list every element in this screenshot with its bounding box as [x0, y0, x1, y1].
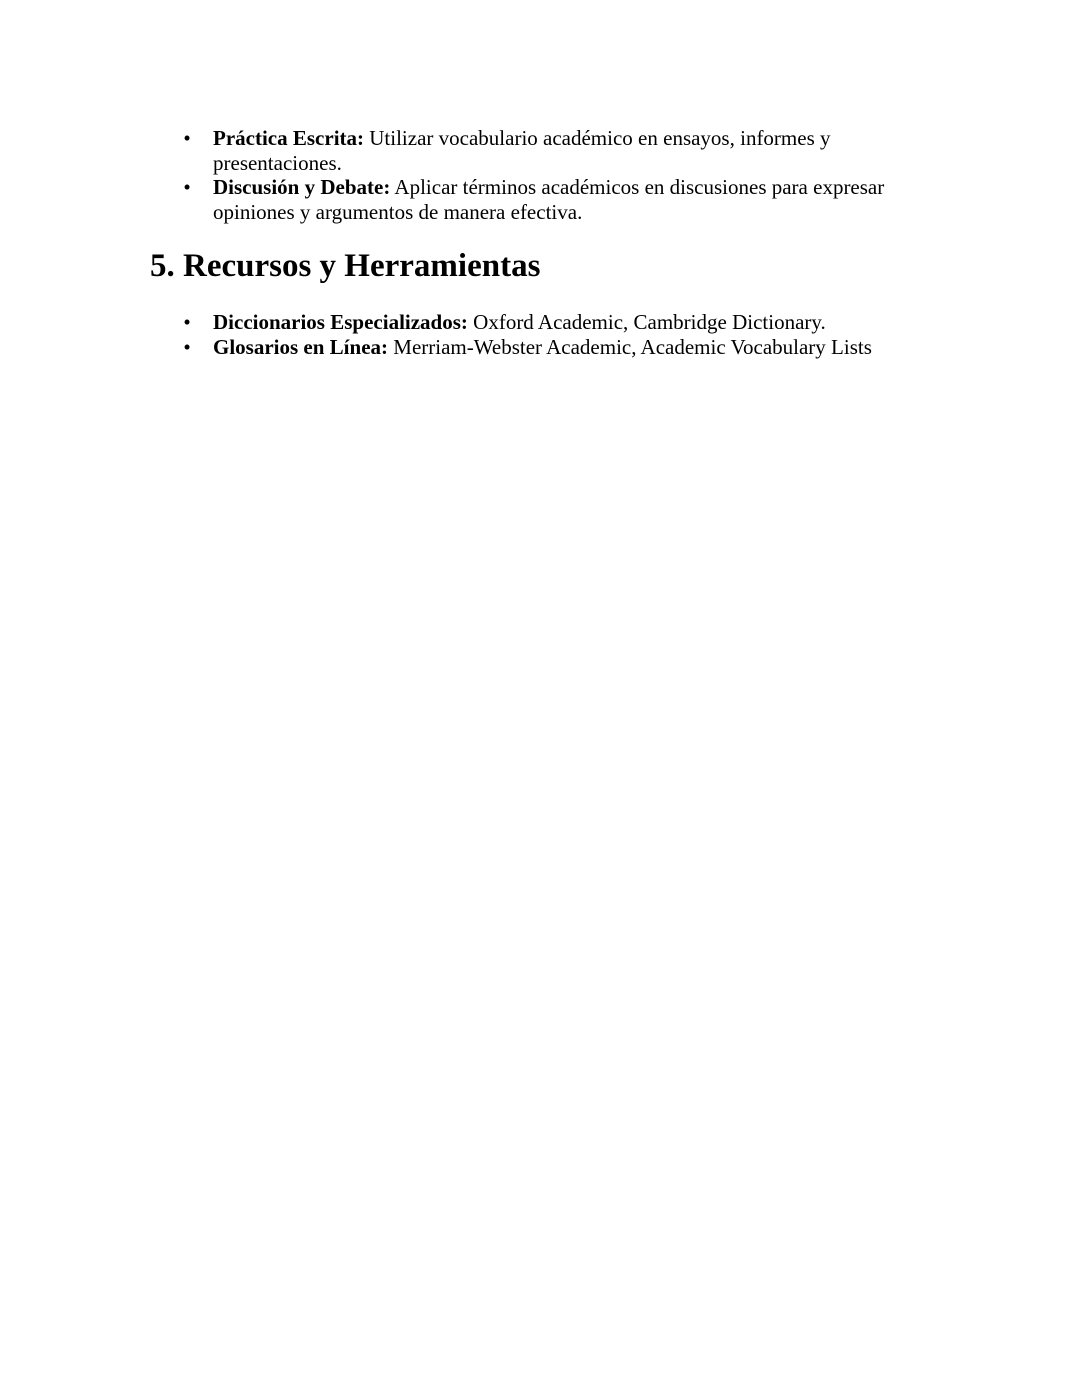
- list-item-text: Utilizar vocabulario académico en ensayos, informes y presentaciones.: [213, 126, 831, 175]
- bullet-icon: •: [183, 175, 191, 199]
- resources-list: [180, 310, 900, 359]
- list-item-term: Glosarios en Línea:: [213, 334, 389, 359]
- bullet-icon: •: [183, 334, 191, 359]
- bullet-icon: •: [183, 126, 191, 150]
- practice-list: [180, 126, 900, 224]
- list-item: [180, 310, 900, 335]
- list-item-term: Diccionarios Especializados:: [213, 310, 468, 334]
- list-item-term: Discusión y Debate:: [213, 175, 391, 199]
- list-item: [180, 126, 900, 175]
- list-item: [180, 175, 900, 224]
- list-item: [180, 335, 900, 360]
- section-heading: 5. Recursos y Herramientas: [150, 248, 541, 284]
- list-item-text: Oxford Academic, Cambridge Dictionary.: [467, 310, 826, 334]
- list-item-text: Merriam-Webster Academic, Academic Vocabulary Lists: [388, 334, 872, 359]
- list-item-term: Práctica Escrita:: [213, 126, 365, 150]
- list-item-text: Aplicar términos académicos en discusiones para expresar opiniones y argumentos de manera efectiva.: [213, 175, 885, 224]
- bullet-icon: •: [183, 310, 191, 334]
